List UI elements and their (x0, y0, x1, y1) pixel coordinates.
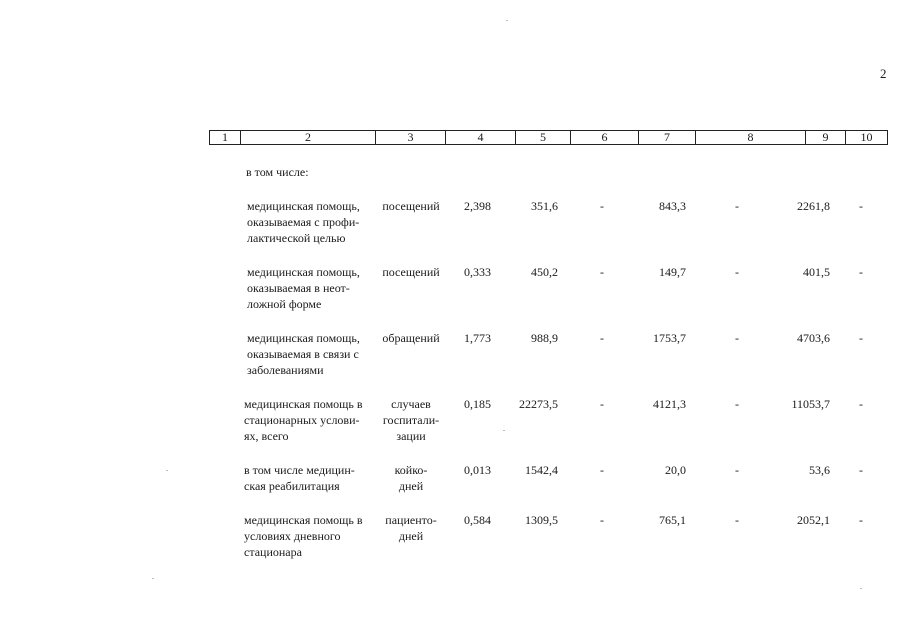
description-line: ская реабилитация (244, 479, 340, 493)
cell-col-9: 4703,6 (797, 331, 830, 345)
cell-col-5: 450,2 (531, 265, 558, 279)
cell-col-8: - (735, 265, 739, 279)
cell-col-10: - (859, 513, 863, 527)
description-line: ях, всего (244, 429, 289, 443)
row-description (244, 512, 374, 560)
description-line: стационарных услови- (244, 413, 360, 427)
header-cell-6: 6 (570, 131, 638, 144)
unit-line: койко- (394, 463, 428, 477)
unit-line: посещений (382, 199, 440, 213)
row-description (244, 396, 374, 444)
row-description (247, 264, 377, 312)
header-cell-2: 2 (240, 131, 375, 144)
cell-col-5: 1309,5 (525, 513, 558, 527)
cell-col-6: - (600, 513, 604, 527)
cell-col-4: 0,584 (464, 513, 491, 527)
cell-col-9: 53,6 (809, 463, 830, 477)
cell-col-7: 4121,3 (653, 397, 686, 411)
cell-col-6: - (600, 199, 604, 213)
cell-col-7: 765,1 (659, 513, 686, 527)
description-line: стационара (244, 545, 302, 559)
header-cell-8: 8 (695, 131, 805, 144)
cell-col-5: 988,9 (531, 331, 558, 345)
header-cell-4: 4 (445, 131, 515, 144)
cell-col-6: - (600, 463, 604, 477)
cell-col-8: - (735, 463, 739, 477)
cell-col-7: 843,3 (659, 199, 686, 213)
cell-col-9: 2261,8 (797, 199, 830, 213)
scan-speck (506, 20, 508, 21)
cell-col-7: 20,0 (665, 463, 686, 477)
cell-col-8: - (735, 513, 739, 527)
cell-col-4: 0,185 (464, 397, 491, 411)
unit-line: госпитали- (382, 413, 440, 427)
unit-line: посещений (382, 265, 440, 279)
cell-col-9: 2052,1 (797, 513, 830, 527)
unit-line: обращений (382, 331, 440, 345)
cell-col-10: - (859, 265, 863, 279)
header-cell-9: 9 (805, 131, 845, 144)
unit-line: пациенто- (385, 513, 437, 527)
cell-col-8: - (735, 331, 739, 345)
description-line: заболеваниями (247, 363, 324, 377)
scan-speck (166, 470, 168, 471)
row-description (247, 330, 377, 378)
cell-col-6: - (600, 397, 604, 411)
cell-col-10: - (859, 199, 863, 213)
cell-col-7: 149,7 (659, 265, 686, 279)
row-description (247, 198, 377, 246)
header-cell-5: 5 (515, 131, 570, 144)
cell-col-4: 1,773 (464, 331, 491, 345)
unit-line: дней (398, 479, 424, 493)
cell-col-8: - (735, 397, 739, 411)
unit-line: зации (396, 429, 426, 443)
header-cell-7: 7 (638, 131, 695, 144)
description-line: в том числе медицин- (244, 463, 355, 477)
description-line: медицинская помощь в (244, 513, 363, 527)
description-line: ложной форме (247, 297, 322, 311)
cell-col-4: 2,398 (464, 199, 491, 213)
cell-col-10: - (859, 463, 863, 477)
column-number-header (209, 130, 888, 145)
description-line: лактической целью (247, 231, 346, 245)
description-line: условиях дневного (244, 529, 341, 543)
scan-speck (503, 430, 505, 431)
intro-text: в том числе: (246, 165, 309, 179)
cell-col-9: 11053,7 (791, 397, 830, 411)
scan-speck (860, 588, 862, 589)
description-line: оказываемая в связи с (247, 347, 359, 361)
description-line: оказываемая в неот- (247, 281, 350, 295)
header-cell-1: 1 (222, 130, 228, 144)
cell-col-5: 22273,5 (519, 397, 558, 411)
cell-col-9: 401,5 (803, 265, 830, 279)
description-line: оказываемая с профи- (247, 215, 360, 229)
description-line: медицинская помощь в (244, 397, 363, 411)
cell-col-5: 351,6 (531, 199, 558, 213)
cell-col-4: 0,013 (464, 463, 491, 477)
cell-col-5: 1542,4 (525, 463, 558, 477)
description-line: медицинская помощь, (247, 199, 360, 213)
page-number: 2 (880, 66, 887, 81)
cell-col-6: - (600, 265, 604, 279)
cell-col-10: - (859, 397, 863, 411)
unit-line: случаев (391, 397, 431, 411)
cell-col-6: - (600, 331, 604, 345)
header-cell-10: 10 (845, 131, 887, 144)
description-line: медицинская помощь, (247, 331, 360, 345)
cell-col-8: - (735, 199, 739, 213)
header-cell-3: 3 (375, 131, 445, 144)
description-line: медицинская помощь, (247, 265, 360, 279)
cell-col-4: 0,333 (464, 265, 491, 279)
cell-col-10: - (859, 331, 863, 345)
scan-speck (152, 578, 154, 579)
row-description (244, 462, 374, 494)
unit-line: дней (398, 529, 424, 543)
cell-col-7: 1753,7 (653, 331, 686, 345)
